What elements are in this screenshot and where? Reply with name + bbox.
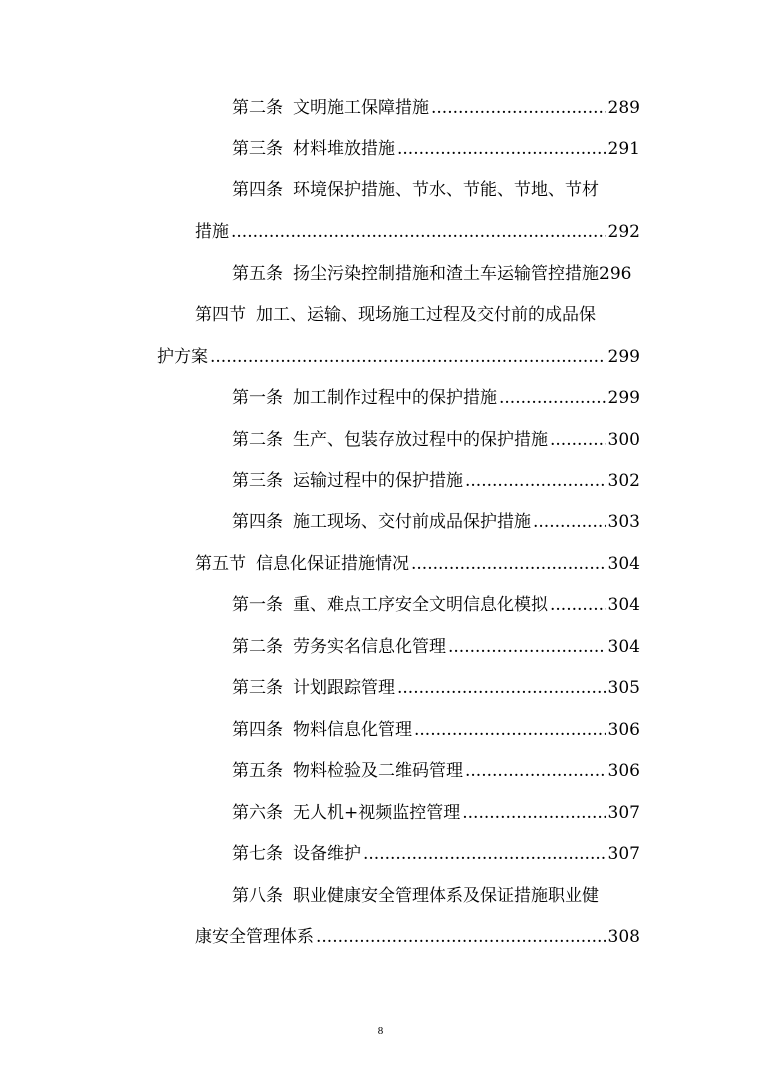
toc-leader-dots (533, 510, 606, 534)
toc-entry-number: 第二条 (232, 637, 283, 657)
toc-section-title-cont: 护方案 (157, 347, 208, 367)
toc-entry[interactable] (232, 801, 640, 825)
toc-section-page: 304 (607, 554, 640, 574)
toc-entry-page: 306 (607, 720, 640, 740)
toc-entry-title: 重、难点工序安全文明信息化模拟 (293, 595, 548, 615)
toc-entry-page: 299 (607, 388, 640, 408)
toc-leader-dots (465, 469, 606, 493)
toc-entry[interactable] (232, 510, 640, 534)
toc-entry-title-cont: 措施 (195, 222, 229, 242)
toc-entry-page: 306 (607, 761, 640, 781)
toc-entry-number: 第三条 (232, 678, 283, 698)
toc-leader-dots (550, 593, 606, 617)
toc-entry[interactable] (232, 718, 640, 742)
toc-entry-page: 307 (607, 803, 640, 823)
toc-entry-page: 292 (607, 222, 640, 242)
toc-entry-number: 第二条 (232, 430, 283, 450)
toc-entry-title: 劳务实名信息化管理 (293, 637, 446, 657)
toc-section-title: 信息化保证措施情况 (256, 554, 409, 574)
toc-entry[interactable] (232, 178, 640, 202)
toc-entry-page: 303 (607, 512, 640, 532)
toc-entry-page: 300 (607, 430, 640, 450)
toc-entry-title: 施工现场、交付前成品保护措施 (293, 512, 531, 532)
toc-entry-title: 生产、包装存放过程中的保护措施 (293, 430, 548, 450)
toc-entry[interactable] (232, 96, 640, 120)
toc-entry-number: 第五条 (232, 264, 283, 284)
toc-entry-title: 环境保护措施、节水、节能、节地、节材 (293, 180, 599, 200)
toc-entry-number: 第四条 (232, 180, 283, 200)
toc-entry-page: 304 (607, 637, 640, 657)
toc-entry[interactable] (232, 759, 640, 783)
toc-entry-title: 物料检验及二维码管理 (293, 761, 463, 781)
toc-entry-page: 308 (607, 927, 640, 947)
toc-entry-page: 305 (607, 678, 640, 698)
toc-section-number: 第四节 (195, 305, 246, 325)
toc-entry-title: 计划跟踪管理 (293, 678, 395, 698)
toc-entry-number: 第七条 (232, 844, 283, 864)
toc-entry-title: 职业健康安全管理体系及保证措施职业健 (293, 886, 599, 906)
toc-leader-dots (414, 718, 606, 742)
toc-section-title: 加工、运输、现场施工过程及交付前的成品保 (256, 305, 596, 325)
toc-entry-title: 设备维护 (293, 844, 361, 864)
toc-leader-dots (316, 925, 606, 949)
toc-leader-dots (411, 552, 606, 576)
toc-entry-title: 物料信息化管理 (293, 720, 412, 740)
toc-leader-dots (231, 220, 606, 244)
toc-entry[interactable] (232, 137, 640, 161)
toc-section[interactable] (195, 552, 640, 576)
toc-entry[interactable] (232, 593, 640, 617)
page-number: 8 (377, 1025, 384, 1037)
toc-leader-dots (499, 386, 606, 410)
toc-entry[interactable] (232, 386, 640, 410)
toc-entry-page: 307 (607, 844, 640, 864)
toc-entry-page: 302 (607, 471, 640, 491)
toc-entry-number: 第三条 (232, 139, 283, 159)
toc-entry-title-cont: 康安全管理体系 (195, 927, 314, 947)
toc-entry-number: 第六条 (232, 803, 283, 823)
toc-entry[interactable] (232, 635, 640, 659)
toc-entry-number: 第四条 (232, 512, 283, 532)
toc-entry-page: 289 (607, 98, 640, 118)
toc-entry[interactable] (232, 884, 640, 908)
toc-entry-number: 第八条 (232, 886, 283, 906)
toc-entry-page: 304 (607, 595, 640, 615)
toc-entry-page: 296 (599, 264, 632, 284)
toc-leader-dots (448, 635, 606, 659)
toc-leader-dots (550, 428, 606, 452)
toc-entry-title: 扬尘污染控制措施和渣土车运输管控措施 (293, 264, 599, 284)
toc-entry-continuation[interactable] (195, 925, 640, 949)
toc-entry[interactable] (232, 676, 640, 700)
toc-entry-continuation[interactable] (195, 220, 640, 244)
toc-section-continuation[interactable] (157, 345, 640, 369)
toc-section-number: 第五节 (195, 554, 246, 574)
toc-entry-title: 加工制作过程中的保护措施 (293, 388, 497, 408)
toc-entry[interactable] (232, 428, 640, 452)
toc-leader-dots (363, 842, 606, 866)
toc-entry-number: 第二条 (232, 98, 283, 118)
toc-entry-title: 材料堆放措施 (293, 139, 395, 159)
toc-leader-dots (397, 676, 606, 700)
toc-entry-title: 无人机+视频监控管理 (293, 803, 461, 823)
toc-section[interactable] (195, 303, 640, 327)
toc-leader-dots (462, 801, 605, 825)
toc-section-page: 299 (607, 347, 640, 367)
toc-entry-page: 291 (607, 139, 640, 159)
toc-entry[interactable] (232, 469, 640, 493)
toc-leader-dots (210, 345, 606, 369)
toc-entry[interactable] (232, 262, 640, 286)
toc-entry[interactable] (232, 842, 640, 866)
toc-leader-dots (397, 137, 606, 161)
toc-entry-number: 第一条 (232, 388, 283, 408)
toc-entry-number: 第三条 (232, 471, 283, 491)
toc-entry-number: 第一条 (232, 595, 283, 615)
toc-entry-number: 第五条 (232, 761, 283, 781)
toc-leader-dots (431, 96, 606, 120)
toc-leader-dots (465, 759, 606, 783)
toc-entry-title: 文明施工保障措施 (293, 98, 429, 118)
toc-entry-number: 第四条 (232, 720, 283, 740)
toc-entry-title: 运输过程中的保护措施 (293, 471, 463, 491)
